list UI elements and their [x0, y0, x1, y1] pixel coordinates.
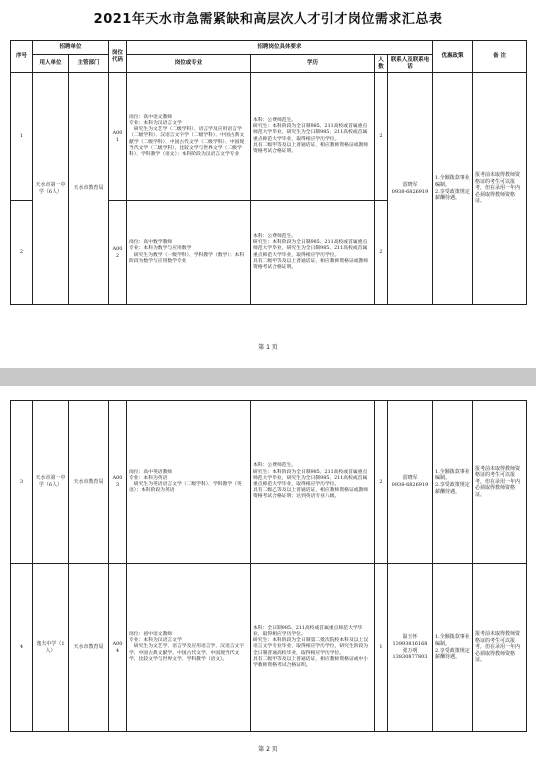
- header-remark: 备 注: [473, 41, 527, 73]
- header-authority: 主管部门: [69, 55, 109, 73]
- row-policy: 1.全额拨款事业编制。 2.享受政策规定薪酬待遇。: [433, 73, 473, 305]
- row-contact: 雷晓军 0938-6826919: [388, 73, 433, 305]
- page-number: 第 2 页: [258, 746, 278, 753]
- recruitment-table-page-1: [10, 40, 527, 305]
- row-post-code: A003: [109, 401, 127, 564]
- row-post-code: A004: [109, 564, 127, 732]
- header-employer: 用人单位: [33, 55, 69, 73]
- row-post-major: 岗位：高中数学教师 专业：本科为数学与应用数学 研究生为数学（一级学科）、学科教学（数学）；本科阶段为数学与应用数学专业: [127, 201, 251, 305]
- row-count: 2: [375, 401, 388, 564]
- row-count: 2: [375, 73, 388, 201]
- header-policy: 优惠政策: [433, 41, 473, 73]
- header-conditions: 招聘岗位具体要求: [127, 41, 433, 55]
- row-education: 本科：公费师范生。 研究生：本科阶段为全日制985、211高校或首属重点师范大学毕业，研究生为全日制985、211高校或首属重点师范大学毕业，取得相应学历学位。 具有二级甲等及以上普通话证，相应教师资格证或教师资格考试合格证明。: [251, 73, 375, 201]
- header-contact: 联系人及联系电话: [388, 55, 433, 73]
- page-title: 2021年天水市急需紧缺和高层次人才引才岗位需求汇总表: [93, 12, 443, 27]
- row-authority: 天水市教育局: [69, 564, 109, 732]
- row-post-code: A002: [109, 201, 127, 305]
- row-post-major: 岗位：高中语文教师 专业：本科为汉语言文学 研究生为文艺学（二级学科）、语言学及应用语言学（二级学科）、汉语言文字学（二级学科）、中国古典文献学（二级学科）、中国古代文学（二级学科）、中国现当代文学（二级学科）、比较文学与世界文学（二级学科）、学科教学（语文）；本科阶段为汉语言文学专业: [127, 73, 251, 201]
- table-row: [11, 564, 527, 732]
- header-post-major: 岗位或专业: [127, 55, 251, 73]
- row-authority: 天水市教育局: [69, 401, 109, 564]
- table-row: [11, 401, 527, 564]
- row-contact: 雷晓军 0938-6826919: [388, 401, 433, 564]
- row-employer: 天水市第一中学（6人）: [33, 401, 69, 564]
- row-count: 1: [375, 564, 388, 732]
- row-count: 2: [375, 201, 388, 305]
- table-row: [11, 73, 527, 201]
- row-seq: 1: [11, 73, 33, 201]
- page-number: 第 1 页: [258, 344, 278, 351]
- header-seq: 序号: [11, 41, 33, 73]
- row-post-major: 岗位：高中英语教师 专业：本科为英语 研究生为英语语言文学（二级学科）、学科教学（英语）；本科阶段为英语: [127, 401, 251, 564]
- row-remark: 报考前未取得教师资格证的考生可以报考，但在录用一年内必须取得教师资格证。: [473, 564, 527, 732]
- row-employer: 逸夫中学（1人）: [33, 564, 69, 732]
- row-seq: 4: [11, 564, 33, 732]
- recruitment-table-page-2: [10, 400, 527, 732]
- document-page-1: [0, 0, 536, 368]
- header-post-code: 岗位代码: [109, 41, 127, 73]
- row-education: 本科：公费师范生。 研究生：本科阶段为全日制985、211高校或首属重点师范大学毕业，研究生为全日制985、211高校或首属重点师范大学毕业，取得相应学历学位。 具有二级乙等及以上普通话证，相应教师资格证或教师资格考试合格证明；达到英语专业八级。: [251, 401, 375, 564]
- header-count: 人数: [375, 55, 388, 73]
- row-education: 本科：公费师范生。 研究生：本科阶段为全日制985、211高校或首属重点师范大学毕业，研究生为全日制985、211高校或首属重点师范大学毕业，取得相应学历学位。 具有二级甲等及以上普通话证，相应教师资格证或教师资格考试合格证明。: [251, 201, 375, 305]
- row-remark: 报考前未取得教师资格证的考生可以报考，但在录用一年内必须取得教师资格证。: [473, 401, 527, 564]
- row-contact: 温玉怀 13993816168 张万明 13830877803: [388, 564, 433, 732]
- row-authority: 天水市教育局: [69, 73, 109, 305]
- header-education: 学历: [251, 55, 375, 73]
- row-employer: 天水市第一中学（6人）: [33, 73, 69, 305]
- row-seq: 2: [11, 201, 33, 305]
- document-page-2: [0, 386, 536, 757]
- header-recruit-unit: 招聘单位: [33, 41, 109, 55]
- row-policy: 1.全额拨款事业编制。 2.享受政策规定薪酬待遇。: [433, 401, 473, 564]
- row-seq: 3: [11, 401, 33, 564]
- row-post-code: A001: [109, 73, 127, 201]
- row-remark: 报考前未取得教师资格证的考生可以报考，但在录用一年内必须取得教师资格证。: [473, 73, 527, 305]
- row-post-major: 岗位：初中语文教师 专业：本科为汉语言文学 研究生为文艺学、语言学及应用语言学、汉语言文字学、中国古典文献学、中国古代文学、中国现当代文学、比较文学与世界文学、学科教学（语文）。: [127, 564, 251, 732]
- row-policy: 1.全额拨款事业编制。 2.享受政策规定薪酬待遇。: [433, 564, 473, 732]
- row-education: 本科：全日制985、211高校或首属重点师范大学毕业，取得相应学历学位。 研究生：本科阶段为全日制第二批次院校本科及以上汉语言文学专业毕业，取得相应学历学位，研究生阶段为全日制普通高校毕业，取得相应学历学位。 具有二级甲等及以上普通话证，相应教师资格证或中小学教师资格考试合格证明。: [251, 564, 375, 732]
